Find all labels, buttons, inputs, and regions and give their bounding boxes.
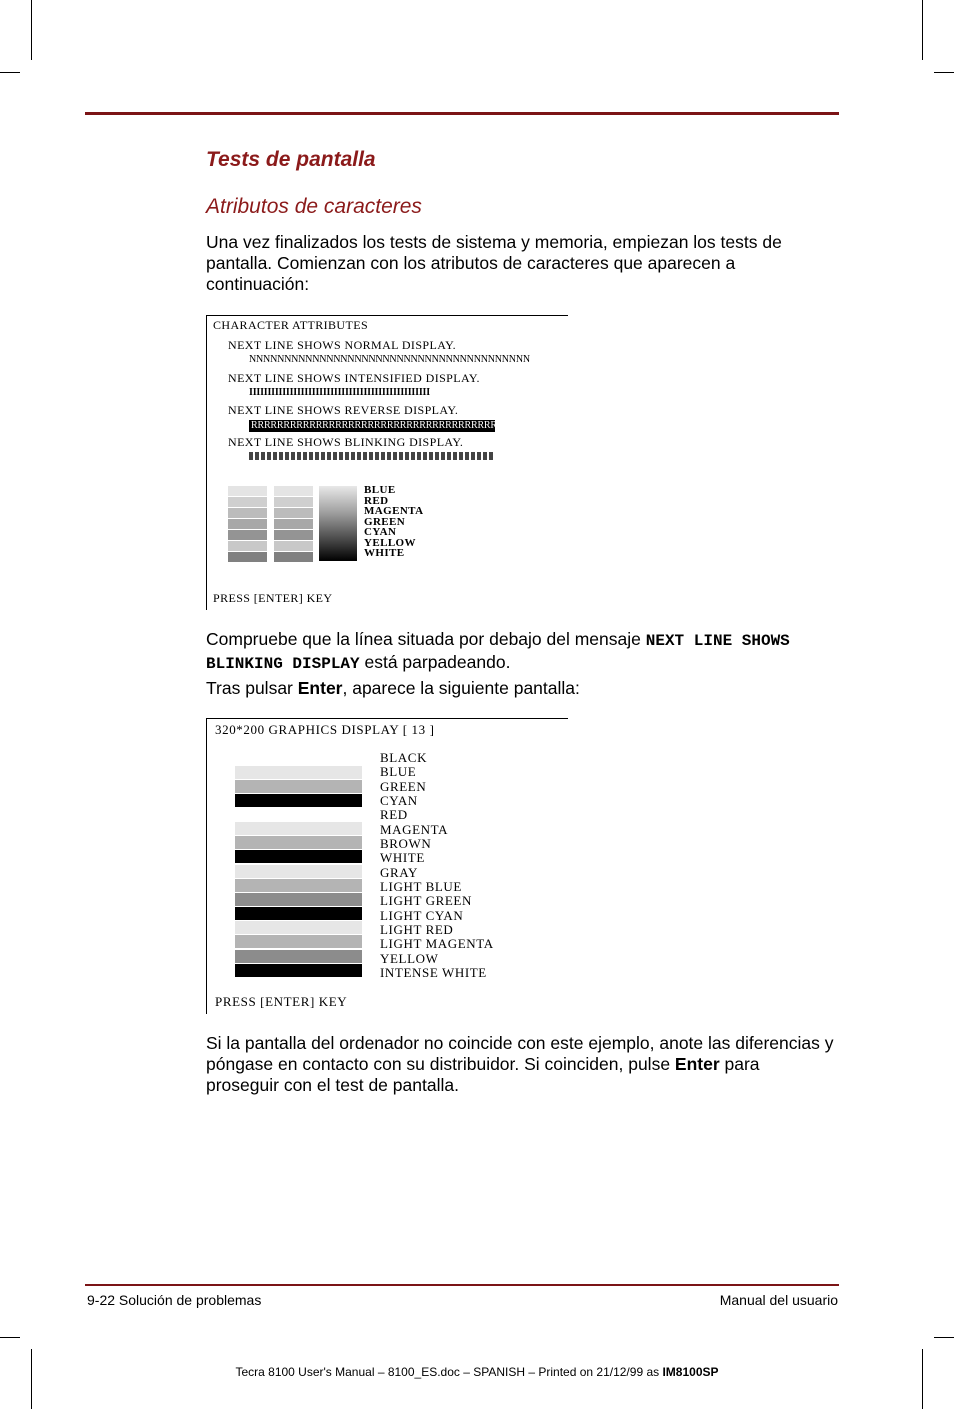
reverse-label: NEXT LINE SHOWS REVERSE DISPLAY. xyxy=(228,403,459,417)
footer-left: 9-22 Solución de problemas xyxy=(87,1292,262,1308)
crop-mark xyxy=(934,1337,954,1338)
color-label: BROWN xyxy=(380,836,432,851)
inline-code: NEXT LINE SHOWS BLINKING DISPLAY xyxy=(206,632,790,673)
color-label: RED xyxy=(364,495,389,507)
color-label: YELLOW xyxy=(364,537,416,549)
color-label: LIGHT BLUE xyxy=(380,879,462,894)
press-enter-prompt: PRESS [ENTER] KEY xyxy=(213,591,333,605)
intro-paragraph: Una vez finalizados los tests de sistema y memoria, empiezan los tests de pantalla. Comienzan con los atributos de caracteres que aparecen a continuación: xyxy=(206,232,782,294)
color-label: LIGHT GREEN xyxy=(380,893,472,908)
character-attributes-screen xyxy=(206,315,568,610)
crop-mark xyxy=(934,72,954,73)
color-label: WHITE xyxy=(380,850,425,865)
color-label: LIGHT RED xyxy=(380,922,454,937)
enter-key: Enter xyxy=(297,678,343,698)
normal-fill: NNNNNNNNNNNNNNNNNNNNNNNNNNNNNNNNNNNNNNNN xyxy=(249,354,530,365)
blinking-fill xyxy=(249,452,493,460)
screen-title: 320*200 GRAPHICS DISPLAY [ 13 ] xyxy=(215,722,435,737)
subsection-title: Atributos de caracteres xyxy=(206,195,422,218)
enter-paragraph: Tras pulsar Enter, aparece la siguiente pantalla: xyxy=(206,678,580,698)
color-label: MAGENTA xyxy=(364,505,424,517)
color-label: GRAY xyxy=(380,865,419,880)
color-label: YELLOW xyxy=(380,951,439,966)
print-info: Tecra 8100 User's Manual – 8100_ES.doc – SPANISH – Printed on 21/12/99 as IM8100SP xyxy=(235,1365,719,1379)
graphics-display-screen xyxy=(206,718,568,1014)
color-label: LIGHT CYAN xyxy=(380,908,464,923)
color-label: LIGHT MAGENTA xyxy=(380,936,494,951)
section-title: Tests de pantalla xyxy=(206,148,376,171)
crop-mark xyxy=(922,1349,923,1409)
color-label: CYAN xyxy=(364,526,397,538)
color-label: MAGENTA xyxy=(380,822,449,837)
enter-key: Enter xyxy=(674,1054,720,1074)
intensified-label: NEXT LINE SHOWS INTENSIFIED DISPLAY. xyxy=(228,371,480,385)
gradient-swatch xyxy=(319,486,357,561)
color-label: BLUE xyxy=(364,484,396,496)
normal-label: NEXT LINE SHOWS NORMAL DISPLAY. xyxy=(228,338,457,352)
color-label: BLUE xyxy=(380,764,417,779)
crop-mark xyxy=(0,72,20,73)
footer-right: Manual del usuario xyxy=(719,1292,838,1308)
color-label: RED xyxy=(380,807,408,822)
color-label: GREEN xyxy=(364,516,406,528)
blinking-label: NEXT LINE SHOWS BLINKING DISPLAY. xyxy=(228,435,464,449)
press-enter-prompt: PRESS [ENTER] KEY xyxy=(215,994,348,1009)
header-rule xyxy=(85,112,839,115)
color-label: CYAN xyxy=(380,793,418,808)
crop-mark xyxy=(31,0,32,60)
color-label: GREEN xyxy=(380,779,427,794)
color-label: WHITE xyxy=(364,547,405,559)
color-label: BLACK xyxy=(380,750,428,765)
footer-rule xyxy=(85,1284,839,1286)
intensified-fill: IIIIIIIIIIIIIIIIIIIIIIIIIIIIIIIIIIIIIIIIIIIIIIIII xyxy=(249,387,430,398)
crop-mark xyxy=(0,1337,20,1338)
blinking-check-paragraph: Compruebe que la línea situada por debajo del mensaje NEXT LINE SHOWS BLINKING DISPLAY está parpadeando. xyxy=(206,629,790,673)
color-label: INTENSE WHITE xyxy=(380,965,487,980)
crop-mark xyxy=(922,0,923,60)
reverse-fill: RRRRRRRRRRRRRRRRRRRRRRRRRRRRRRRRRRRRRRRR xyxy=(251,420,510,431)
crop-mark xyxy=(31,1349,32,1409)
closing-paragraph: Si la pantalla del ordenador no coincide con este ejemplo, anote las diferencias y póngase en contacto con su distribuidor. Si coinciden, pulse Enter para proseguir con el test de pantalla. xyxy=(206,1033,834,1095)
screen-title: CHARACTER ATTRIBUTES xyxy=(213,318,369,332)
